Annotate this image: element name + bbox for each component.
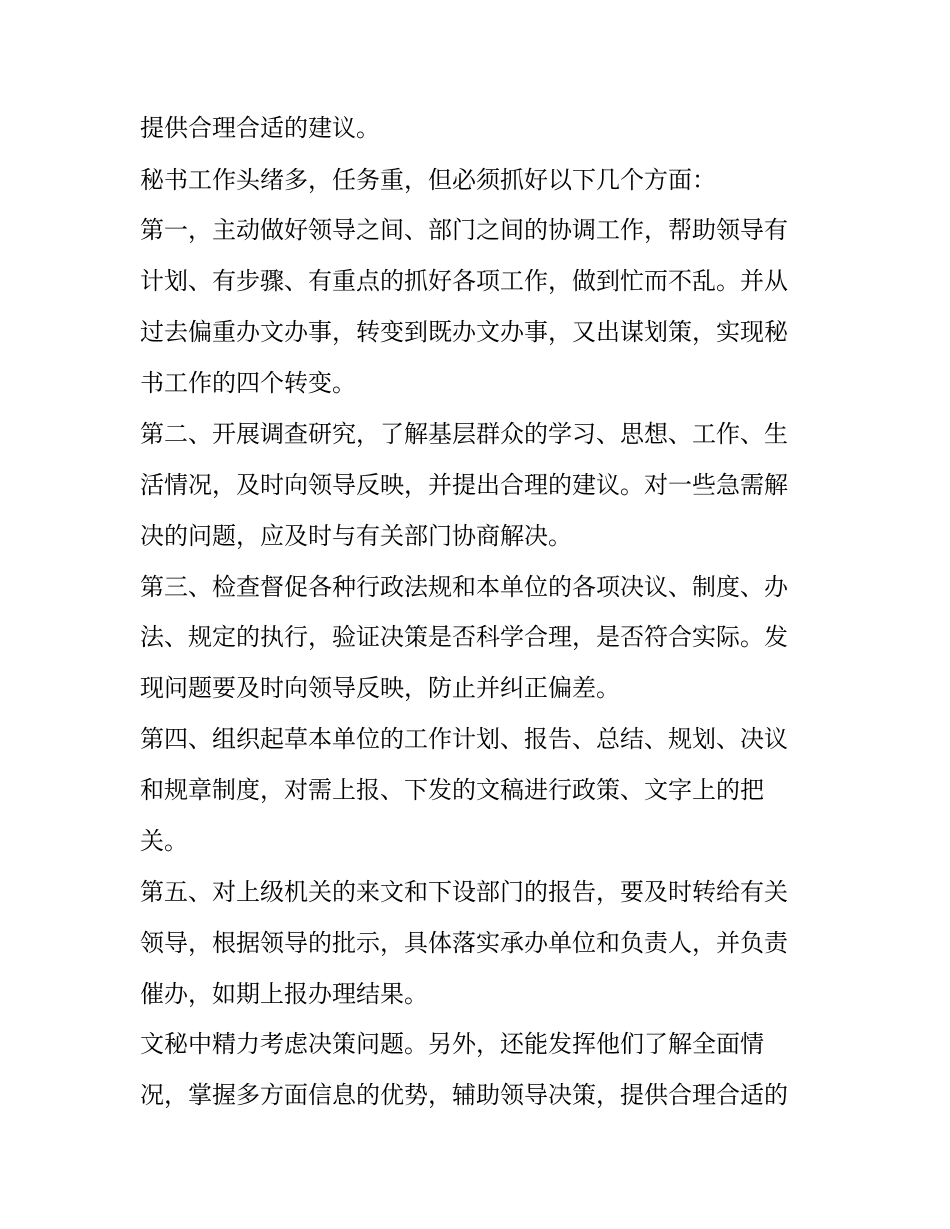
- text-line-12: 现问题要及时向领导反映，防止并纠正偏差。: [140, 674, 620, 702]
- text-line-17: 领导，根据领导的批示，具体落实承办单位和负责人，并负责: [140, 929, 788, 957]
- text-line-13: 第四、组织起草本单位的工作计划、报告、总结、规划、决议: [140, 725, 788, 753]
- text-line-7: 第二、开展调查研究，了解基层群众的学习、思想、工作、生: [140, 420, 788, 448]
- text-line-9: 决的问题，应及时与有关部门协商解决。: [140, 522, 572, 550]
- text-line-18: 催办，如期上报办理结果。: [140, 980, 428, 1008]
- text-line-4: 计划、有步骤、有重点的抓好各项工作，做到忙而不乱。并从: [140, 267, 788, 295]
- text-line-15: 关。: [140, 827, 188, 855]
- text-line-6: 书工作的四个转变。: [140, 369, 356, 397]
- text-line-11: 法、规定的执行，验证决策是否科学合理，是否符合实际。发: [140, 623, 788, 651]
- text-line-20: 况，掌握多方面信息的优势，辅助领导决策，提供合理合适的: [140, 1081, 788, 1109]
- text-line-5: 过去偏重办文办事，转变到既办文办事，又出谋划策，实现秘: [140, 318, 788, 346]
- text-line-10: 第三、检查督促各种行政法规和本单位的各项决议、制度、办: [140, 573, 788, 601]
- text-line-19: 文秘中精力考虑决策问题。另外，还能发挥他们了解全面情: [140, 1030, 764, 1058]
- text-line-16: 第五、对上级机关的来文和下设部门的报告，要及时转给有关: [140, 878, 788, 906]
- text-line-14: 和规章制度，对需上报、下发的文稿进行政策、文字上的把: [140, 776, 764, 804]
- text-line-1: 提供合理合适的建议。: [140, 114, 380, 142]
- text-line-3: 第一，主动做好领导之间、部门之间的协调工作，帮助领导有: [140, 216, 788, 244]
- text-line-8: 活情况，及时向领导反映，并提出合理的建议。对一些急需解: [140, 471, 788, 499]
- text-line-2: 秘书工作头绪多，任务重，但必须抓好以下几个方面：: [140, 166, 716, 194]
